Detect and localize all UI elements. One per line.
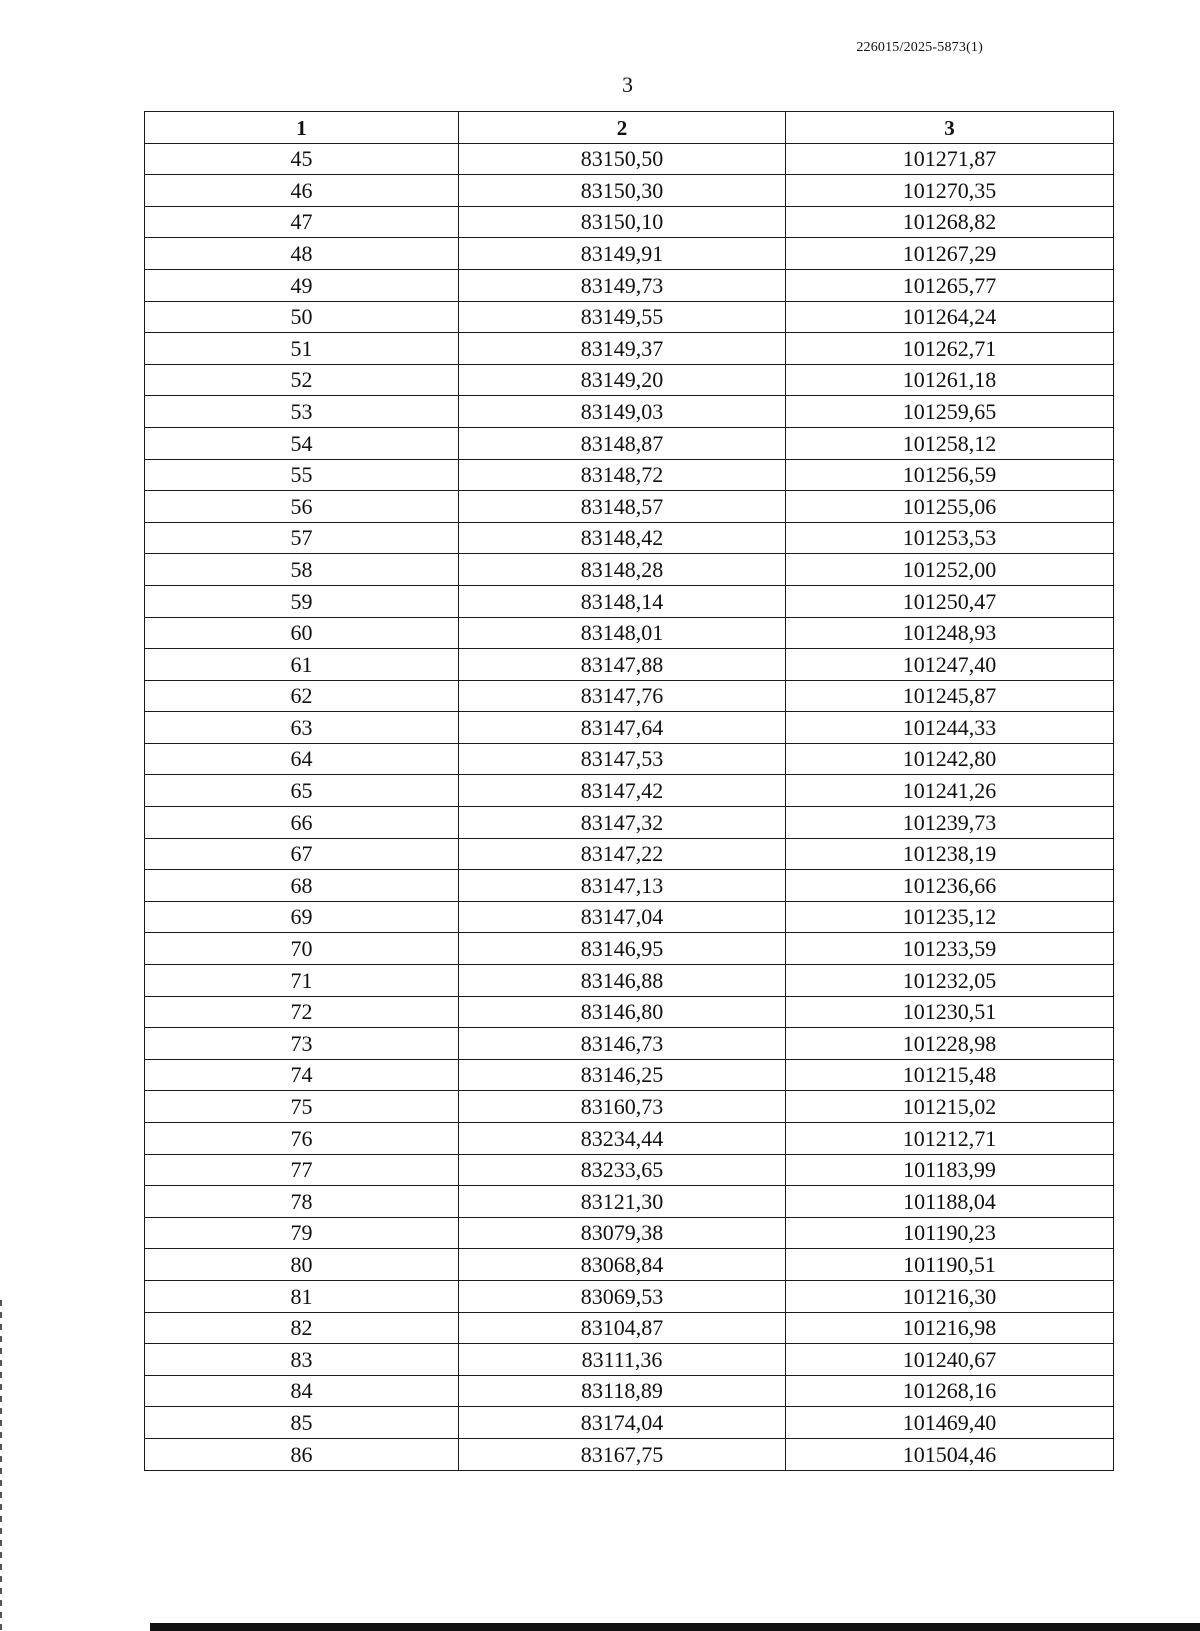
table-row xyxy=(145,1280,1114,1312)
y-coordinate-cell: 101242,80 xyxy=(786,743,1114,775)
table-row xyxy=(145,206,1114,238)
x-coordinate-cell: 83149,91 xyxy=(459,238,786,270)
y-coordinate-cell: 101239,73 xyxy=(786,807,1114,839)
y-coordinate-cell: 101262,71 xyxy=(786,333,1114,365)
x-coordinate-cell: 83147,22 xyxy=(459,838,786,870)
table-row xyxy=(145,491,1114,523)
table-row xyxy=(145,617,1114,649)
x-coordinate-cell: 83148,87 xyxy=(459,427,786,459)
table-row xyxy=(145,175,1114,207)
coordinates-table xyxy=(144,111,1114,1471)
x-coordinate-cell: 83147,53 xyxy=(459,743,786,775)
x-coordinate-cell: 83167,75 xyxy=(459,1438,786,1470)
y-coordinate-cell: 101245,87 xyxy=(786,680,1114,712)
table-row xyxy=(145,680,1114,712)
document-number: 226015/2025-5873(1) xyxy=(856,40,983,55)
y-coordinate-cell: 101228,98 xyxy=(786,1028,1114,1060)
table-row xyxy=(145,1249,1114,1281)
point-number-cell: 54 xyxy=(145,427,459,459)
x-coordinate-cell: 83111,36 xyxy=(459,1344,786,1376)
point-number-cell: 83 xyxy=(145,1344,459,1376)
scan-edge-mark xyxy=(0,1300,2,1631)
y-coordinate-cell: 101250,47 xyxy=(786,585,1114,617)
x-coordinate-cell: 83146,95 xyxy=(459,933,786,965)
x-coordinate-cell: 83146,73 xyxy=(459,1028,786,1060)
table-row xyxy=(145,1059,1114,1091)
table-row xyxy=(145,1375,1114,1407)
table-row xyxy=(145,712,1114,744)
table-row xyxy=(145,1028,1114,1060)
y-coordinate-cell: 101504,46 xyxy=(786,1438,1114,1470)
x-coordinate-cell: 83148,57 xyxy=(459,491,786,523)
point-number-cell: 78 xyxy=(145,1186,459,1218)
table-row xyxy=(145,1091,1114,1123)
point-number-cell: 63 xyxy=(145,712,459,744)
point-number-cell: 82 xyxy=(145,1312,459,1344)
x-coordinate-cell: 83079,38 xyxy=(459,1217,786,1249)
table-row xyxy=(145,1344,1114,1376)
y-coordinate-cell: 101256,59 xyxy=(786,459,1114,491)
point-number-cell: 69 xyxy=(145,901,459,933)
point-number-cell: 73 xyxy=(145,1028,459,1060)
x-coordinate-cell: 83147,04 xyxy=(459,901,786,933)
table-row xyxy=(145,301,1114,333)
x-coordinate-cell: 83149,73 xyxy=(459,269,786,301)
point-number-cell: 84 xyxy=(145,1375,459,1407)
point-number-cell: 67 xyxy=(145,838,459,870)
y-coordinate-cell: 101255,06 xyxy=(786,491,1114,523)
x-coordinate-cell: 83147,32 xyxy=(459,807,786,839)
y-coordinate-cell: 101241,26 xyxy=(786,775,1114,807)
header-cell-3: 3 xyxy=(786,112,1114,144)
x-coordinate-cell: 83160,73 xyxy=(459,1091,786,1123)
point-number-cell: 70 xyxy=(145,933,459,965)
point-number-cell: 72 xyxy=(145,996,459,1028)
header-cell-1: 1 xyxy=(145,112,459,144)
point-number-cell: 68 xyxy=(145,870,459,902)
point-number-cell: 49 xyxy=(145,269,459,301)
point-number-cell: 47 xyxy=(145,206,459,238)
table-row xyxy=(145,143,1114,175)
table-row xyxy=(145,965,1114,997)
y-coordinate-cell: 101268,82 xyxy=(786,206,1114,238)
x-coordinate-cell: 83150,30 xyxy=(459,175,786,207)
table-row xyxy=(145,1186,1114,1218)
x-coordinate-cell: 83147,88 xyxy=(459,649,786,681)
y-coordinate-cell: 101183,99 xyxy=(786,1154,1114,1186)
y-coordinate-cell: 101268,16 xyxy=(786,1375,1114,1407)
point-number-cell: 51 xyxy=(145,333,459,365)
x-coordinate-cell: 83150,50 xyxy=(459,143,786,175)
x-coordinate-cell: 83147,42 xyxy=(459,775,786,807)
table-row xyxy=(145,838,1114,870)
y-coordinate-cell: 101230,51 xyxy=(786,996,1114,1028)
table-row xyxy=(145,901,1114,933)
table-row xyxy=(145,807,1114,839)
x-coordinate-cell: 83149,03 xyxy=(459,396,786,428)
x-coordinate-cell: 83147,76 xyxy=(459,680,786,712)
x-coordinate-cell: 83149,55 xyxy=(459,301,786,333)
x-coordinate-cell: 83148,28 xyxy=(459,554,786,586)
y-coordinate-cell: 101267,29 xyxy=(786,238,1114,270)
point-number-cell: 71 xyxy=(145,965,459,997)
table-row xyxy=(145,996,1114,1028)
y-coordinate-cell: 101190,23 xyxy=(786,1217,1114,1249)
table-row xyxy=(145,238,1114,270)
y-coordinate-cell: 101469,40 xyxy=(786,1407,1114,1439)
point-number-cell: 86 xyxy=(145,1438,459,1470)
point-number-cell: 57 xyxy=(145,522,459,554)
point-number-cell: 50 xyxy=(145,301,459,333)
table-row xyxy=(145,333,1114,365)
point-number-cell: 81 xyxy=(145,1280,459,1312)
x-coordinate-cell: 83147,64 xyxy=(459,712,786,744)
x-coordinate-cell: 83149,37 xyxy=(459,333,786,365)
y-coordinate-cell: 101258,12 xyxy=(786,427,1114,459)
table-row xyxy=(145,1154,1114,1186)
point-number-cell: 48 xyxy=(145,238,459,270)
x-coordinate-cell: 83174,04 xyxy=(459,1407,786,1439)
y-coordinate-cell: 101247,40 xyxy=(786,649,1114,681)
x-coordinate-cell: 83146,25 xyxy=(459,1059,786,1091)
point-number-cell: 75 xyxy=(145,1091,459,1123)
point-number-cell: 46 xyxy=(145,175,459,207)
y-coordinate-cell: 101264,24 xyxy=(786,301,1114,333)
bottom-scan-border xyxy=(150,1623,1200,1631)
x-coordinate-cell: 83068,84 xyxy=(459,1249,786,1281)
x-coordinate-cell: 83149,20 xyxy=(459,364,786,396)
y-coordinate-cell: 101271,87 xyxy=(786,143,1114,175)
y-coordinate-cell: 101232,05 xyxy=(786,965,1114,997)
y-coordinate-cell: 101261,18 xyxy=(786,364,1114,396)
table-row xyxy=(145,1217,1114,1249)
x-coordinate-cell: 83150,10 xyxy=(459,206,786,238)
table-row xyxy=(145,1123,1114,1155)
y-coordinate-cell: 101253,53 xyxy=(786,522,1114,554)
x-coordinate-cell: 83147,13 xyxy=(459,870,786,902)
point-number-cell: 64 xyxy=(145,743,459,775)
point-number-cell: 80 xyxy=(145,1249,459,1281)
y-coordinate-cell: 101212,71 xyxy=(786,1123,1114,1155)
x-coordinate-cell: 83148,72 xyxy=(459,459,786,491)
table-body xyxy=(145,143,1114,1470)
y-coordinate-cell: 101188,04 xyxy=(786,1186,1114,1218)
point-number-cell: 45 xyxy=(145,143,459,175)
header-row xyxy=(145,112,1114,144)
table-row xyxy=(145,427,1114,459)
x-coordinate-cell: 83148,42 xyxy=(459,522,786,554)
x-coordinate-cell: 83104,87 xyxy=(459,1312,786,1344)
x-coordinate-cell: 83234,44 xyxy=(459,1123,786,1155)
y-coordinate-cell: 101233,59 xyxy=(786,933,1114,965)
y-coordinate-cell: 101240,67 xyxy=(786,1344,1114,1376)
table-row xyxy=(145,269,1114,301)
point-number-cell: 60 xyxy=(145,617,459,649)
y-coordinate-cell: 101235,12 xyxy=(786,901,1114,933)
x-coordinate-cell: 83148,14 xyxy=(459,585,786,617)
y-coordinate-cell: 101215,02 xyxy=(786,1091,1114,1123)
table-row xyxy=(145,649,1114,681)
table-row xyxy=(145,1407,1114,1439)
table-header xyxy=(145,112,1114,144)
point-number-cell: 53 xyxy=(145,396,459,428)
table-row xyxy=(145,364,1114,396)
y-coordinate-cell: 101216,30 xyxy=(786,1280,1114,1312)
page-number: 3 xyxy=(622,72,633,97)
table-row xyxy=(145,870,1114,902)
point-number-cell: 52 xyxy=(145,364,459,396)
table-row xyxy=(145,933,1114,965)
x-coordinate-cell: 83233,65 xyxy=(459,1154,786,1186)
point-number-cell: 62 xyxy=(145,680,459,712)
point-number-cell: 59 xyxy=(145,585,459,617)
y-coordinate-cell: 101215,48 xyxy=(786,1059,1114,1091)
x-coordinate-cell: 83069,53 xyxy=(459,1280,786,1312)
y-coordinate-cell: 101244,33 xyxy=(786,712,1114,744)
y-coordinate-cell: 101238,19 xyxy=(786,838,1114,870)
x-coordinate-cell: 83148,01 xyxy=(459,617,786,649)
table-row xyxy=(145,775,1114,807)
table-row xyxy=(145,396,1114,428)
table-row xyxy=(145,585,1114,617)
y-coordinate-cell: 101259,65 xyxy=(786,396,1114,428)
table-row xyxy=(145,459,1114,491)
table-row xyxy=(145,1438,1114,1470)
header-cell-2: 2 xyxy=(459,112,786,144)
y-coordinate-cell: 101265,77 xyxy=(786,269,1114,301)
point-number-cell: 65 xyxy=(145,775,459,807)
x-coordinate-cell: 83118,89 xyxy=(459,1375,786,1407)
table-row xyxy=(145,522,1114,554)
y-coordinate-cell: 101252,00 xyxy=(786,554,1114,586)
point-number-cell: 77 xyxy=(145,1154,459,1186)
point-number-cell: 58 xyxy=(145,554,459,586)
point-number-cell: 66 xyxy=(145,807,459,839)
y-coordinate-cell: 101190,51 xyxy=(786,1249,1114,1281)
point-number-cell: 85 xyxy=(145,1407,459,1439)
table-row xyxy=(145,1312,1114,1344)
point-number-cell: 74 xyxy=(145,1059,459,1091)
table-row xyxy=(145,743,1114,775)
x-coordinate-cell: 83146,88 xyxy=(459,965,786,997)
table-row xyxy=(145,554,1114,586)
point-number-cell: 56 xyxy=(145,491,459,523)
y-coordinate-cell: 101248,93 xyxy=(786,617,1114,649)
point-number-cell: 76 xyxy=(145,1123,459,1155)
point-number-cell: 79 xyxy=(145,1217,459,1249)
y-coordinate-cell: 101270,35 xyxy=(786,175,1114,207)
y-coordinate-cell: 101216,98 xyxy=(786,1312,1114,1344)
point-number-cell: 55 xyxy=(145,459,459,491)
x-coordinate-cell: 83146,80 xyxy=(459,996,786,1028)
x-coordinate-cell: 83121,30 xyxy=(459,1186,786,1218)
point-number-cell: 61 xyxy=(145,649,459,681)
y-coordinate-cell: 101236,66 xyxy=(786,870,1114,902)
